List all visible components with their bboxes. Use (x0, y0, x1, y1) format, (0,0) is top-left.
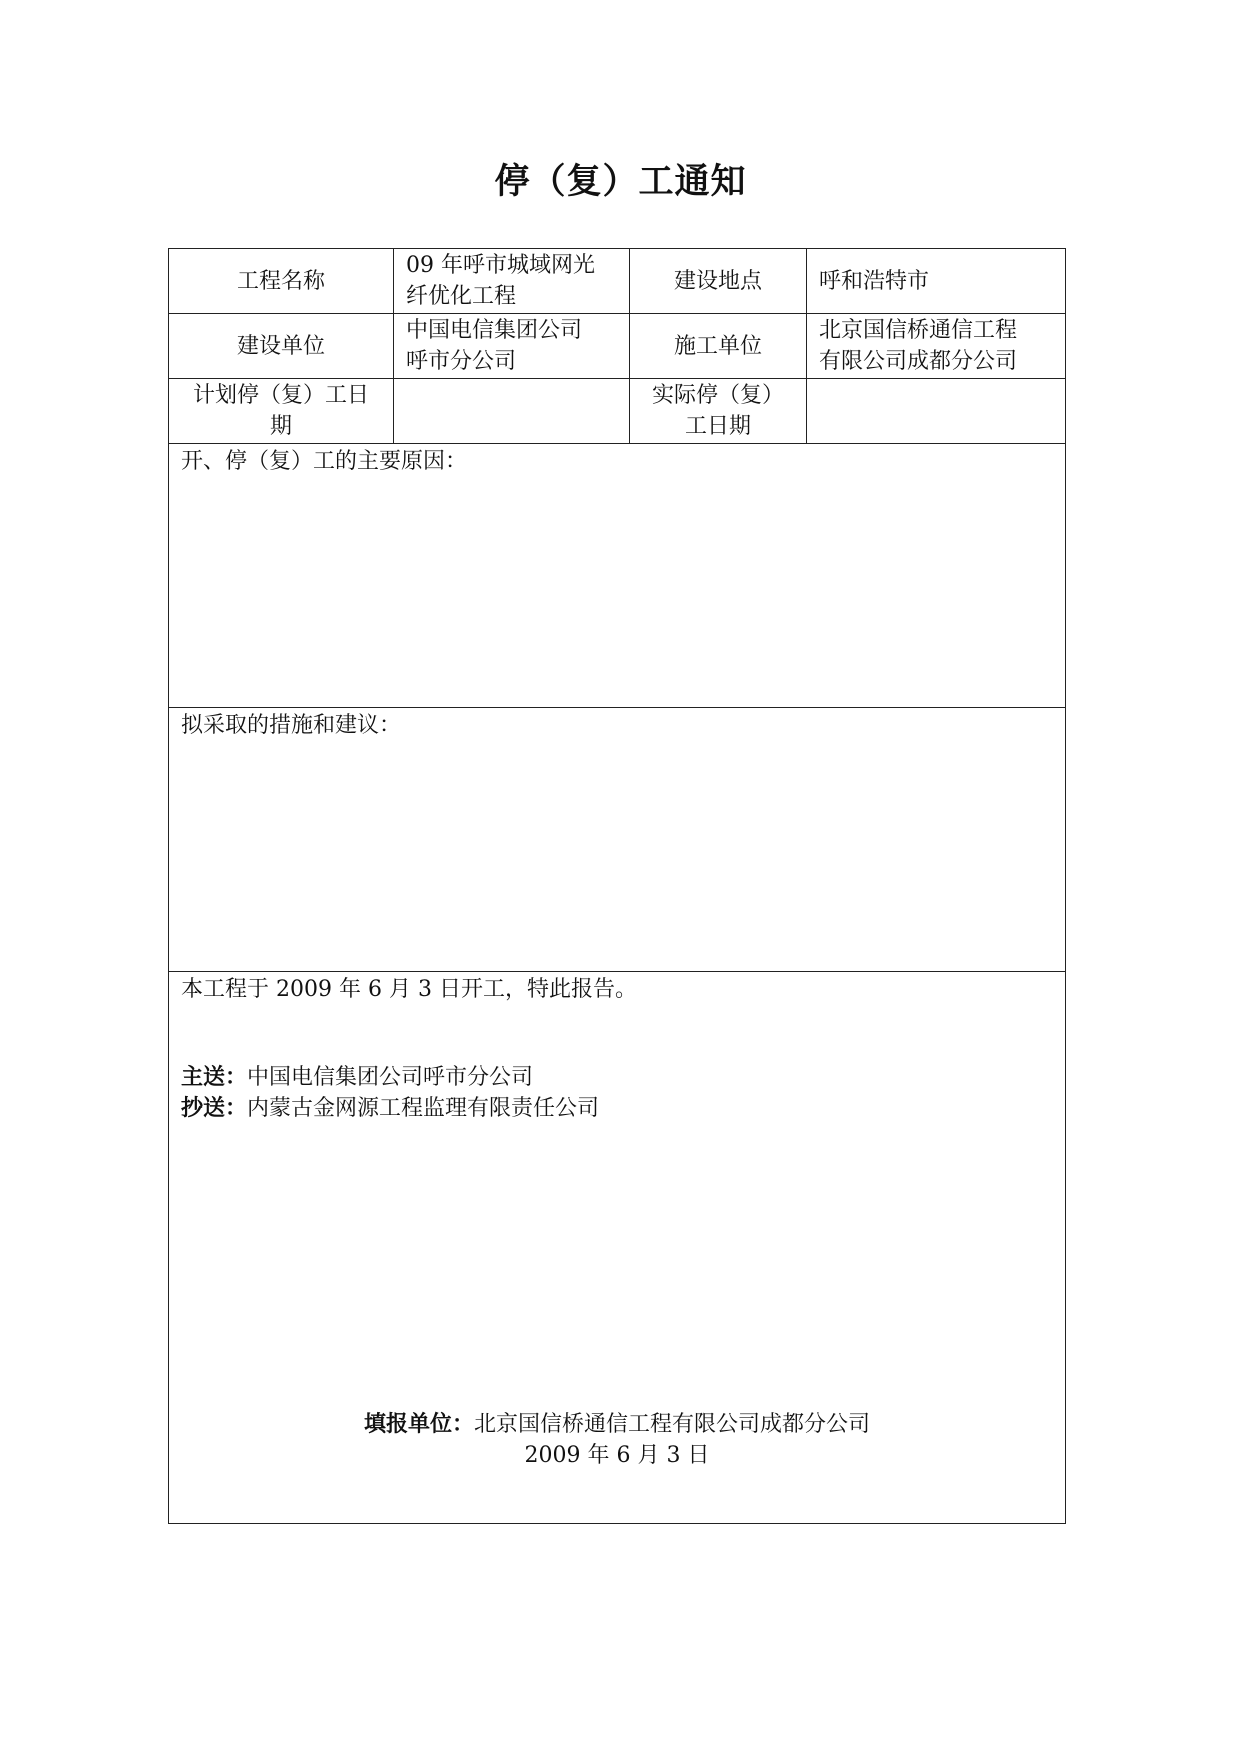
table-row (169, 314, 1066, 379)
report-statement: 本工程于 2009 年 6 月 3 日开工，特此报告。 (181, 977, 637, 1002)
project-name-label-text: 工程名称 (236, 268, 325, 294)
filler-line (169, 1409, 1065, 1440)
measures-section (169, 708, 1066, 972)
actual-date-label-line1: 实际停（复） (651, 383, 784, 408)
main-to-line (181, 1062, 1053, 1093)
cc-value: 内蒙古金网源工程监理有限责任公司 (247, 1096, 600, 1121)
contractor-label-text: 施工单位 (673, 333, 762, 359)
contractor-value-line2: 有限公司成都分公司 (819, 349, 1018, 374)
filler-value: 北京国信桥通信工程有限公司成都分公司 (474, 1412, 871, 1437)
project-name-label (169, 249, 394, 314)
site-value-text: 呼和浩特市 (819, 268, 930, 294)
actual-date-label-line2: 工日期 (684, 414, 751, 439)
report-date: 2009 年 6 月 3 日 (524, 1443, 710, 1468)
planned-date-label-line1: 计划停（复）工日 (192, 383, 369, 408)
owner-value-line2: 呼市分公司 (406, 349, 517, 374)
site-label-text: 建设地点 (673, 268, 762, 294)
planned-date-label (169, 379, 394, 444)
contractor-value (807, 314, 1066, 379)
reason-label: 开、停（复）工的主要原因： (181, 449, 468, 474)
project-name-value-line2: 纤优化工程 (406, 284, 517, 309)
contractor-label (630, 314, 807, 379)
report-section (169, 972, 1066, 1524)
site-label (630, 249, 807, 314)
main-to-value: 中国电信集团公司呼市分公司 (247, 1065, 534, 1090)
cc-line (181, 1093, 1053, 1124)
reason-section (169, 444, 1066, 708)
table-row (169, 249, 1066, 314)
planned-date-value (394, 379, 630, 444)
cc-label: 抄送： (181, 1095, 248, 1121)
owner-value-line1: 中国电信集团公司 (406, 318, 583, 343)
owner-label-text: 建设单位 (236, 333, 325, 359)
notice-form-table (168, 248, 1066, 1524)
table-row (169, 972, 1066, 1524)
actual-date-value (807, 379, 1066, 444)
filler-block (169, 1409, 1065, 1471)
owner-value (394, 314, 630, 379)
filler-label: 填报单位： (363, 1411, 474, 1437)
actual-date-label (630, 379, 807, 444)
table-row (169, 379, 1066, 444)
table-row (169, 444, 1066, 708)
owner-label (169, 314, 394, 379)
page-title: 停（复）工通知 (494, 161, 747, 202)
measures-label: 拟采取的措施和建议： (181, 713, 402, 738)
main-to-label: 主送： (181, 1064, 248, 1090)
planned-date-label-line2: 期 (269, 414, 292, 439)
contractor-value-line1: 北京国信桥通信工程 (819, 318, 1018, 343)
project-name-value-line1: 09 年呼市城域网光 (406, 253, 595, 278)
table-row (169, 708, 1066, 972)
site-value (807, 249, 1066, 314)
project-name-value (394, 249, 630, 314)
